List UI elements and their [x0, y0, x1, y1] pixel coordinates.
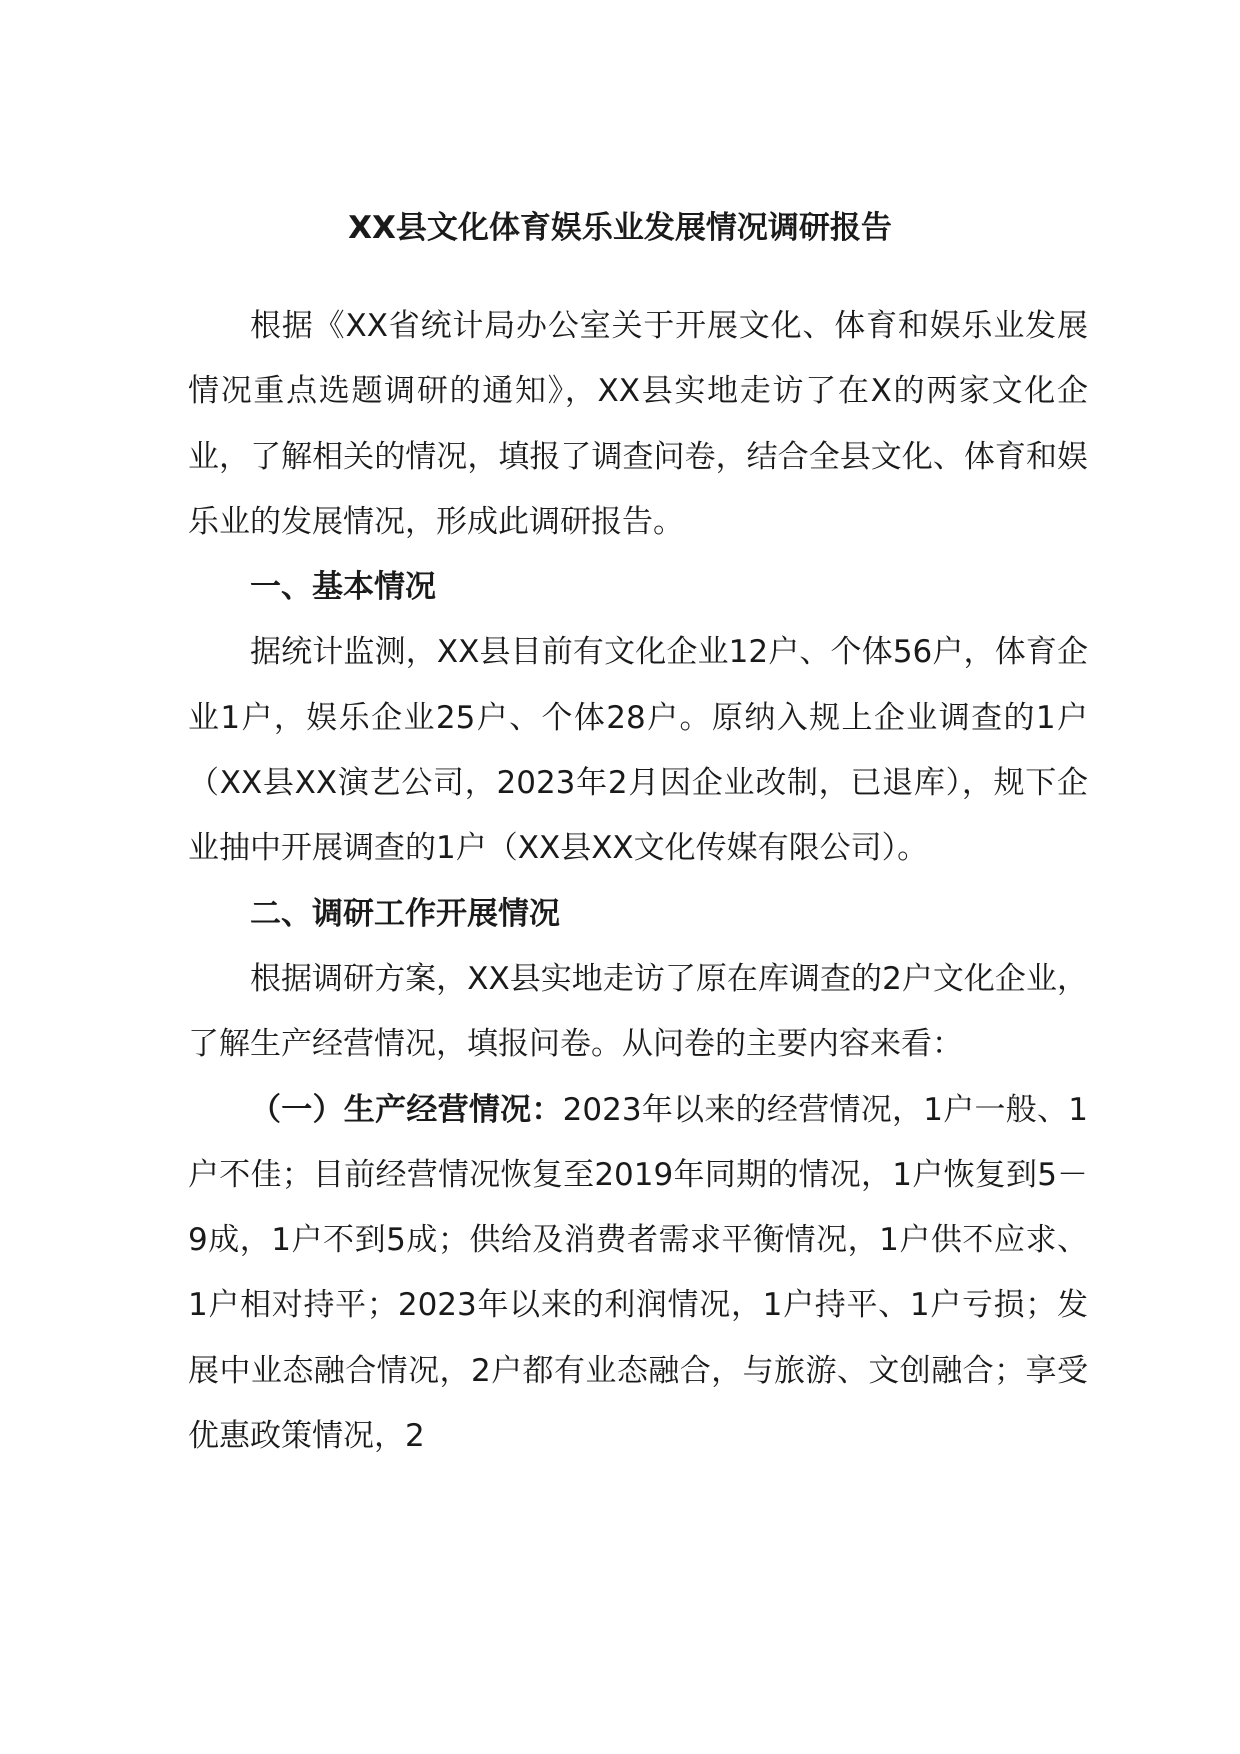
document-title: XX县文化体育娱乐业发展情况调研报告 [348, 210, 892, 246]
subsection-operations-paragraph [188, 1078, 1088, 1470]
document-body [188, 294, 1088, 1469]
subsection-operations-text: 2023年以来的经营情况，1户一般、1户不佳；目前经营情况恢复至2019年同期的情况，1户恢复到5－9成，1户不到5成；供给及消费者需求平衡情况，1户供不应求、1户相对持平；2023年以来的利润情况，1户持平、1户亏损；发展中业态融合情况，2户都有业态融合，与旅游、文创融合；享受优惠政策情况，2 [188, 1091, 1089, 1455]
subsection-operations-lead: （一）生产经营情况： [250, 1091, 563, 1128]
section-heading-basic: 一、基本情况 [250, 569, 436, 606]
section-survey-paragraph: 根据调研方案，XX县实地走访了原在库调查的2户文化企业，了解生产经营情况，填报问卷。从问卷的主要内容来看： [188, 960, 1088, 1063]
section-basic-paragraph: 据统计监测，XX县目前有文化企业12户、个体56户，体育企业1户，娱乐企业25户、个体28户。原纳入规上企业调查的1户（XX县XX演艺公司，2023年2月因企业改制，已退库），规下企业抽中开展调查的1户（XX县XX文化传媒有限公司）。 [188, 634, 1088, 867]
intro-paragraph: 根据《XX省统计局办公室关于开展文化、体育和娱乐业发展情况重点选题调研的通知》，XX县实地走访了在X的两家文化企业，了解相关的情况，填报了调查问卷，结合全县文化、体育和娱乐业的发展情况，形成此调研报告。 [188, 308, 1088, 540]
section-heading-survey: 二、调研工作开展情况 [250, 895, 560, 932]
